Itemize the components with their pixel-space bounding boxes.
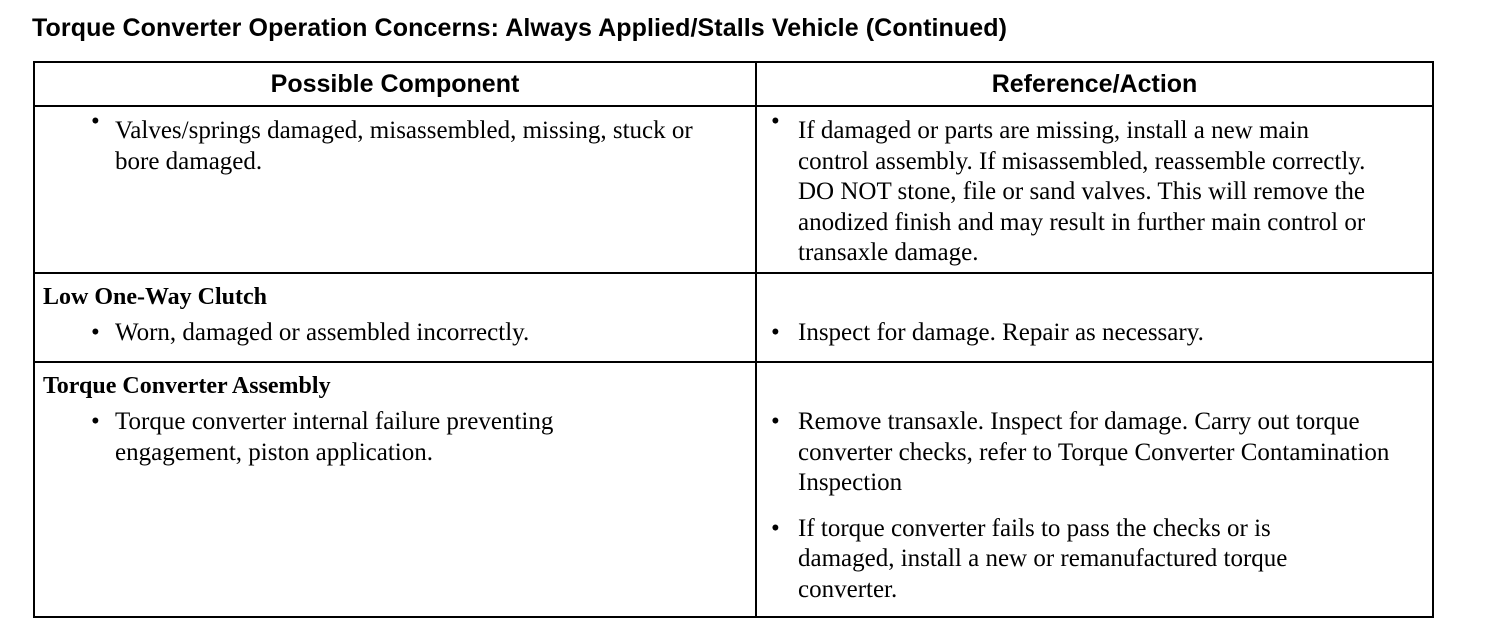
list-item — [757, 318, 1432, 349]
table-row — [34, 362, 1433, 617]
component-cell — [34, 362, 756, 617]
action-cell — [756, 362, 1433, 617]
page-title: Torque Converter Operation Concerns: Always Applied/Stalls Vehicle (Continued) — [32, 14, 1008, 42]
bullet-icon: • — [771, 514, 780, 542]
component-cell — [34, 106, 756, 273]
bullet-icon: • — [91, 108, 100, 135]
table-row — [34, 273, 1433, 362]
list-item — [757, 107, 1432, 269]
list-item — [35, 107, 755, 177]
action-cell — [756, 273, 1433, 362]
component-text: Worn, damaged or assembled incorrectly. — [115, 319, 530, 346]
list-item — [757, 514, 1432, 606]
bullet-icon: • — [771, 108, 780, 135]
section-heading: Torque Converter Assembly — [43, 373, 331, 399]
bullet-icon: • — [771, 408, 780, 435]
bullet-icon: • — [91, 319, 100, 346]
reference-table — [33, 61, 1434, 618]
action-text: If torque converter fails to pass the checks or is damaged, install a new or remanufactured torque converter. — [798, 514, 1288, 603]
list-item — [757, 407, 1432, 499]
component-text: Valves/springs damaged, misassembled, missing, stuck or bore damaged. — [115, 117, 693, 175]
column-header-possible-component: Possible Component — [34, 62, 756, 106]
bullet-icon: • — [91, 408, 100, 435]
action-cell — [756, 106, 1433, 273]
section-heading: Low One-Way Clutch — [43, 284, 268, 310]
action-text: Inspect for damage. Repair as necessary. — [798, 319, 1204, 346]
action-text: Remove transaxle. Inspect for damage. Carry out torque converter checks, refer to Torque Converter Contamination Inspection — [798, 408, 1390, 496]
table-row — [34, 106, 1433, 273]
list-item — [35, 407, 755, 468]
component-cell — [34, 273, 756, 362]
component-text: Torque converter internal failure preventing engagement, piston application. — [115, 408, 554, 466]
list-item — [35, 318, 755, 349]
bullet-icon: • — [771, 319, 780, 346]
column-header-reference-action: Reference/Action — [756, 62, 1433, 106]
action-text: If damaged or parts are missing, install a new main control assembly. If misassembled, reassemble correctly. DO NOT stone, file or sand valves. This will remove the anodized finish and may result in further main control or transaxle damage. — [798, 117, 1366, 266]
table-header-row — [34, 62, 1433, 106]
